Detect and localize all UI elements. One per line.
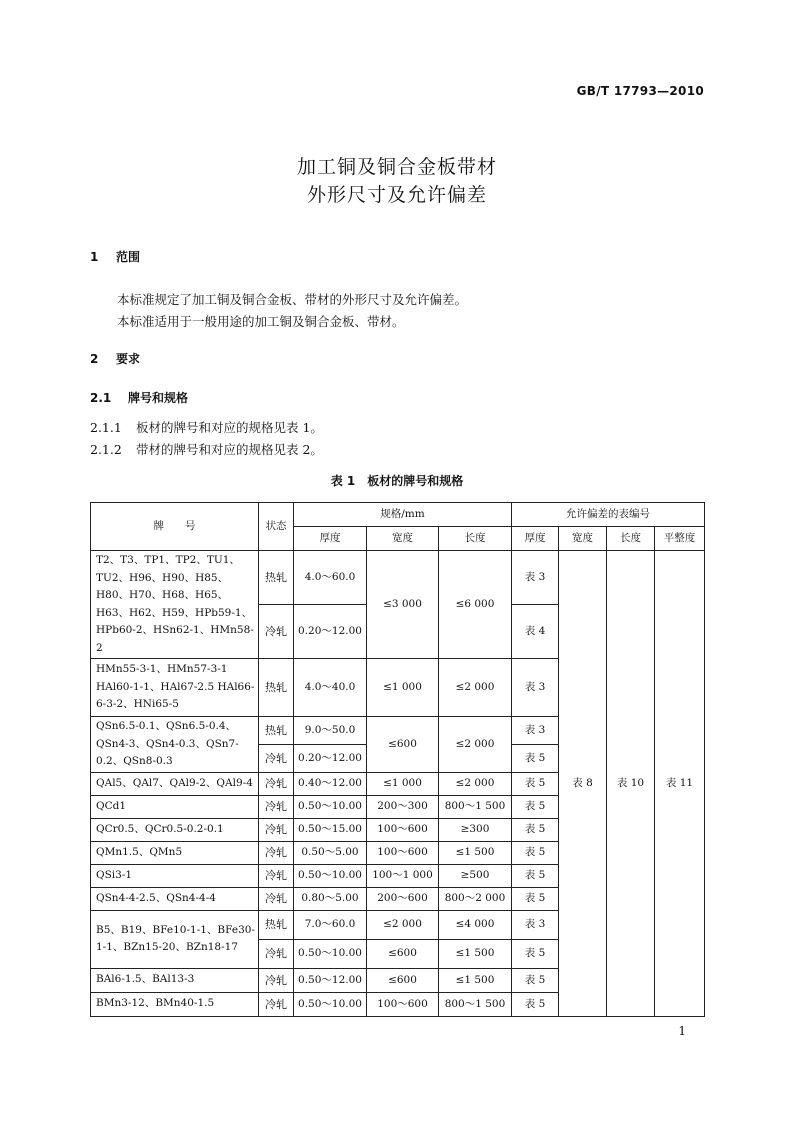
width-cell: 100～600 (367, 992, 439, 1016)
tol-thickness-cell: 表 5 (512, 968, 559, 992)
clause-number: 2.1.1 (90, 420, 122, 435)
thickness-cell: 0.50～10.00 (294, 992, 367, 1016)
length-cell: ≤1 500 (439, 968, 512, 992)
grade-cell: T2、T3、TP1、TP2、TU1、TU2、H96、H90、H85、H80、H70、H68、H65、H63、H62、H59、HPb59-1、HPb60-2、HSn62-1、HMn58-2 (91, 551, 259, 659)
width-cell: ≤600 (367, 968, 439, 992)
state-cell: 冷轧 (259, 772, 294, 795)
state-cell: 冷轧 (259, 968, 294, 992)
state-cell: 冷轧 (259, 939, 294, 968)
tol-thickness-cell: 表 5 (512, 818, 559, 841)
tol-length-cell: 表 10 (607, 551, 655, 1017)
section-title: 范围 (116, 250, 141, 264)
clause-text: 板材的牌号和对应的规格见表 1。 (136, 420, 323, 435)
length-cell: ≤1 500 (439, 841, 512, 864)
section-1-heading (90, 248, 140, 265)
tol-thickness-cell: 表 5 (512, 795, 559, 818)
length-cell: ≥500 (439, 864, 512, 887)
length-cell: 800～1 500 (439, 992, 512, 1016)
width-cell: 200～600 (367, 887, 439, 910)
length-cell: 800～1 500 (439, 795, 512, 818)
thickness-cell: 0.50～5.00 (294, 841, 367, 864)
state-cell: 热轧 (259, 717, 294, 745)
length-cell: ≤2 000 (439, 659, 512, 717)
section-title: 牌号和规格 (128, 391, 189, 405)
thickness-cell: 0.40～12.00 (294, 772, 367, 795)
thickness-header: 厚度 (294, 527, 367, 551)
thickness-cell: 4.0～40.0 (294, 659, 367, 717)
state-cell: 冷轧 (259, 864, 294, 887)
thickness-cell: 0.80～5.00 (294, 887, 367, 910)
grade-cell: BAl6-1.5、BAl13-3 (91, 968, 259, 992)
tol-thickness-cell: 表 5 (512, 864, 559, 887)
tol-thickness-cell: 表 4 (512, 605, 559, 659)
width-cell: 100～1 000 (367, 864, 439, 887)
state-cell: 热轧 (259, 551, 294, 605)
length-cell: ≤1 500 (439, 939, 512, 968)
state-header: 状态 (259, 503, 294, 551)
length-cell: ≤2 000 (439, 772, 512, 795)
tol-flatness-header: 平整度 (655, 527, 705, 551)
grade-cell: QSn6.5-0.1、QSn6.5-0.4、QSn4-3、QSn4-0.3、QSn7-0.2、QSn8-0.3 (91, 717, 259, 773)
spec-group-header: 规格/mm (294, 503, 512, 527)
table-header-row (91, 503, 705, 527)
applicability-paragraph: 本标准适用于一般用途的加工铜及铜合金板、带材。 (117, 314, 405, 329)
width-cell: ≤1 000 (367, 659, 439, 717)
tol-thickness-cell: 表 3 (512, 659, 559, 717)
grade-cell: HMn55-3-1、HMn57-3-1 HAl60-1-1、HAl67-2.5 HAl66-6-3-2、HNi65-5 (91, 659, 259, 717)
thickness-cell: 0.50～10.00 (294, 864, 367, 887)
tol-width-header: 宽度 (559, 527, 607, 551)
section-number: 2 (90, 352, 99, 366)
clause-2-1-1 (90, 418, 323, 436)
grade-cell: B5、B19、BFe10-1-1、BFe30-1-1、BZn15-20、BZn18-17 (91, 910, 259, 968)
tol-thickness-cell: 表 5 (512, 841, 559, 864)
width-cell: ≤600 (367, 939, 439, 968)
state-cell: 冷轧 (259, 795, 294, 818)
tol-width-cell: 表 8 (559, 551, 607, 1017)
clause-2-1-2 (90, 440, 323, 458)
thickness-cell: 7.0～60.0 (294, 910, 367, 939)
tol-thickness-cell: 表 5 (512, 772, 559, 795)
grade-cell: QAl5、QAl7、QAl9-2、QAl9-4 (91, 772, 259, 795)
tol-thickness-cell: 表 5 (512, 887, 559, 910)
document-subtitle: 外形尺寸及允许偏差 (306, 184, 487, 206)
thickness-cell: 0.20～12.00 (294, 605, 367, 659)
width-cell: ≤600 (367, 717, 439, 773)
grade-cell: QCr0.5、QCr0.5-0.2-0.1 (91, 818, 259, 841)
thickness-cell: 0.50～15.00 (294, 818, 367, 841)
length-cell: ≤2 000 (439, 717, 512, 773)
tol-thickness-cell: 表 3 (512, 551, 559, 605)
width-header: 宽度 (367, 527, 439, 551)
length-header: 长度 (439, 527, 512, 551)
state-cell: 冷轧 (259, 992, 294, 1016)
clause-number: 2.1.2 (90, 442, 122, 457)
grade-spec-table (90, 502, 705, 1017)
standard-code: GB/T 17793—2010 (576, 84, 704, 98)
section-2-heading (90, 350, 140, 367)
thickness-cell: 0.50～12.00 (294, 968, 367, 992)
thickness-cell: 4.0～60.0 (294, 551, 367, 605)
length-cell: ≤6 000 (439, 551, 512, 659)
width-cell: ≤2 000 (367, 910, 439, 939)
thickness-cell: 0.50～10.00 (294, 795, 367, 818)
tol-thickness-cell: 表 5 (512, 744, 559, 772)
width-cell: ≤3 000 (367, 551, 439, 659)
table-row (91, 551, 705, 605)
page-number: 1 (678, 1024, 686, 1038)
tolerance-group-header: 允许偏差的表编号 (512, 503, 705, 527)
tol-thickness-cell: 表 5 (512, 992, 559, 1016)
thickness-cell: 0.50～10.00 (294, 939, 367, 968)
state-cell: 冷轧 (259, 605, 294, 659)
section-number: 2.1 (90, 391, 112, 405)
section-2-1-heading (90, 389, 188, 406)
section-number: 1 (90, 250, 99, 264)
grade-cell: QSn4-4-2.5、QSn4-4-4 (91, 887, 259, 910)
grade-cell: QSi3-1 (91, 864, 259, 887)
state-cell: 冷轧 (259, 744, 294, 772)
tol-flatness-cell: 表 11 (655, 551, 705, 1017)
grade-header: 牌 号 (91, 503, 259, 551)
state-cell: 热轧 (259, 659, 294, 717)
length-cell: ≤4 000 (439, 910, 512, 939)
state-cell: 冷轧 (259, 887, 294, 910)
width-cell: 100～600 (367, 841, 439, 864)
width-cell: 100～600 (367, 818, 439, 841)
scope-paragraph: 本标准规定了加工铜及铜合金板、带材的外形尺寸及允许偏差。 (117, 292, 468, 307)
table-caption: 表 1 板材的牌号和规格 (330, 474, 464, 488)
tol-length-header: 长度 (607, 527, 655, 551)
length-cell: ≥300 (439, 818, 512, 841)
state-cell: 冷轧 (259, 841, 294, 864)
grade-cell: QCd1 (91, 795, 259, 818)
tol-thickness-cell: 表 3 (512, 717, 559, 745)
section-title: 要求 (116, 352, 141, 366)
document-title: 加工铜及铜合金板带材 (296, 156, 497, 178)
width-cell: 200～300 (367, 795, 439, 818)
width-cell: ≤1 000 (367, 772, 439, 795)
tol-thickness-cell: 表 5 (512, 939, 559, 968)
state-cell: 冷轧 (259, 818, 294, 841)
thickness-cell: 9.0～50.0 (294, 717, 367, 745)
grade-cell: QMn1.5、QMn5 (91, 841, 259, 864)
tol-thickness-header: 厚度 (512, 527, 559, 551)
length-cell: 800～2 000 (439, 887, 512, 910)
state-cell: 热轧 (259, 910, 294, 939)
tol-thickness-cell: 表 3 (512, 910, 559, 939)
thickness-cell: 0.20～12.00 (294, 744, 367, 772)
clause-text: 带材的牌号和对应的规格见表 2。 (136, 442, 323, 457)
grade-cell: BMn3-12、BMn40-1.5 (91, 992, 259, 1016)
